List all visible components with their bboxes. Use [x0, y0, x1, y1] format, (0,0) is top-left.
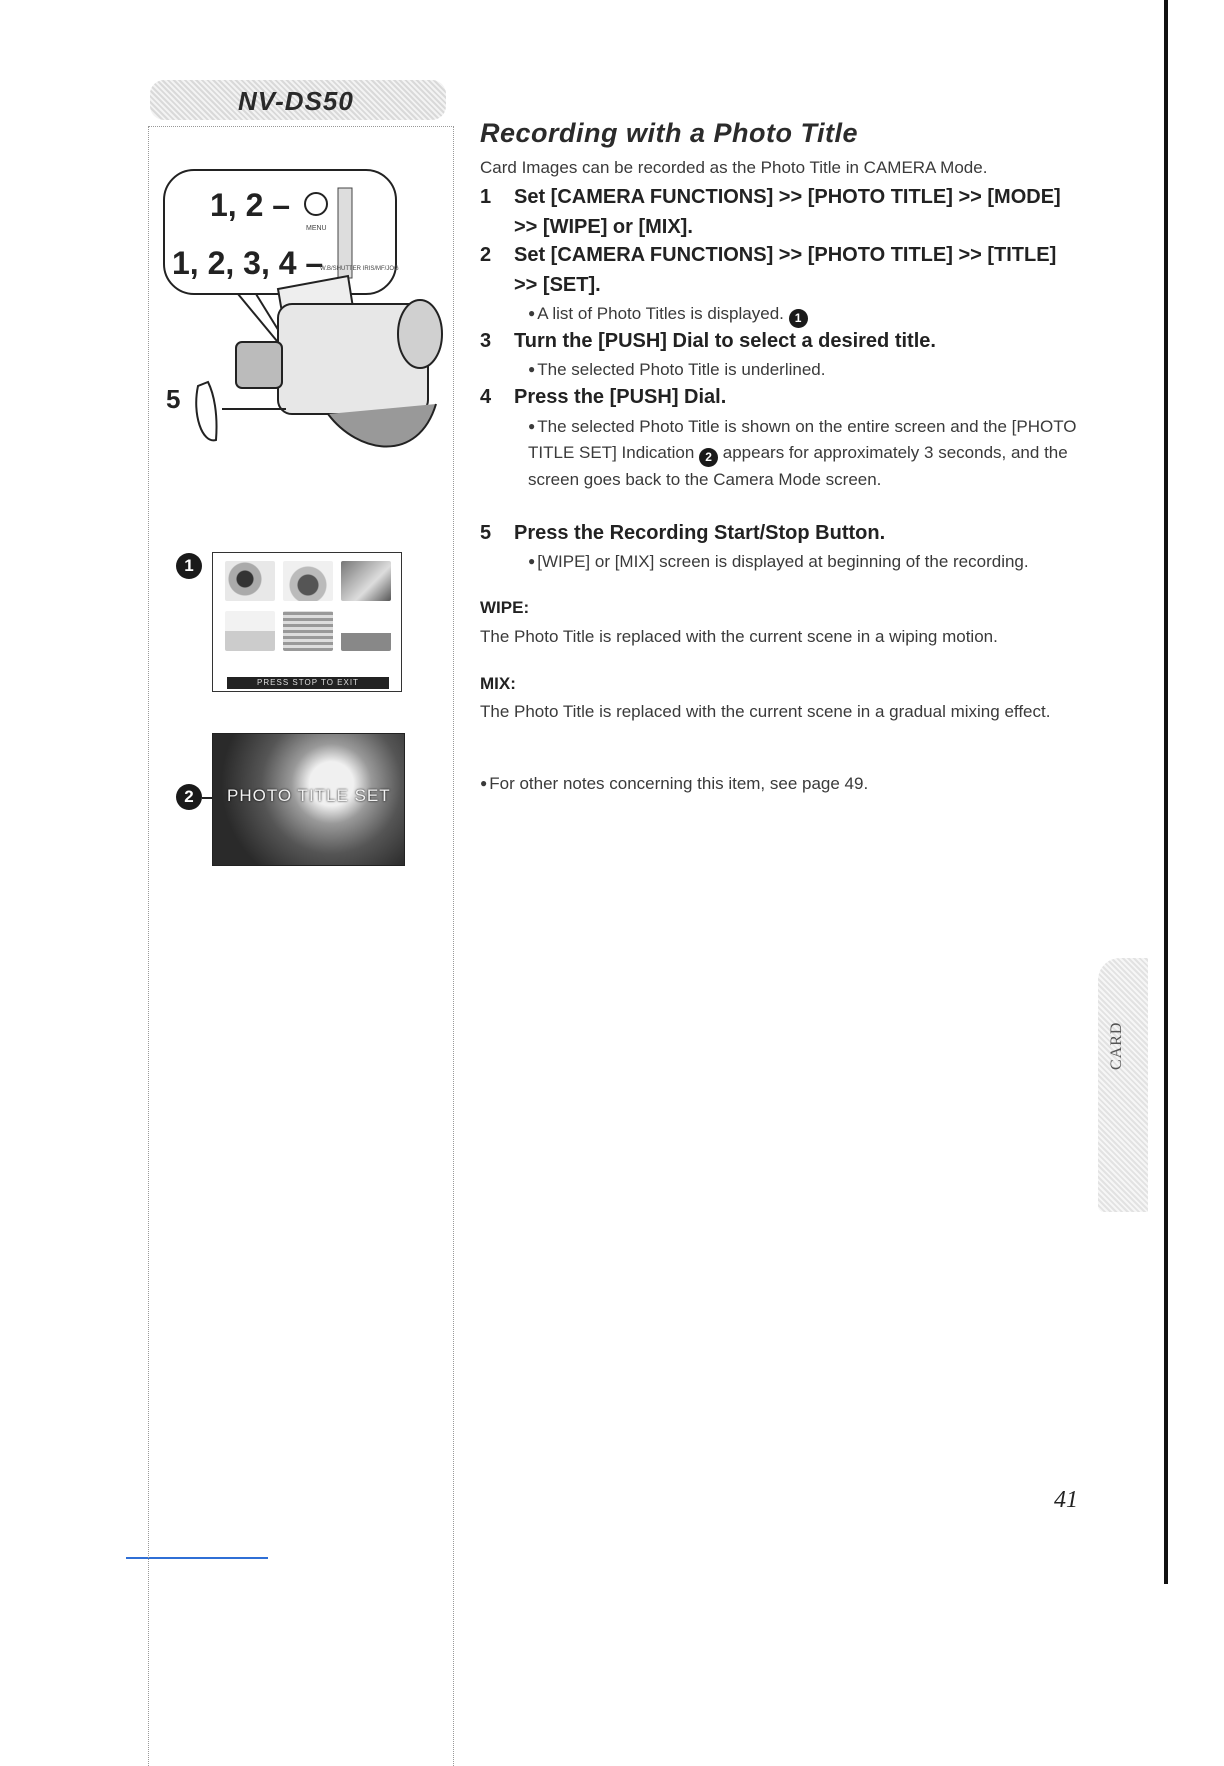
step-2-number: 2: [480, 244, 492, 266]
wipe-description: The Photo Title is replaced with the current scene in a wiping motion.: [480, 627, 998, 646]
bullet-icon: ●: [528, 306, 536, 320]
step-4-note: ● The selected Photo Title is shown on the entire screen and the [PHOTO TITLE SET] Indication 2 appears for approximately 3 seconds, and the screen goes back to the Camera Mode screen.: [528, 417, 1077, 489]
thumbnail-2: [283, 561, 333, 601]
bullet-icon: ●: [480, 776, 488, 790]
step-3-note: ● The selected Photo Title is underlined.: [528, 360, 826, 379]
page-edge-rule: [1164, 0, 1168, 1584]
step-5-number: 5: [480, 522, 492, 544]
intro-text: Card Images can be recorded as the Photo Title in CAMERA Mode.: [480, 158, 988, 177]
marker-1-inline-icon: 1: [789, 309, 808, 328]
bullet-icon: ●: [528, 554, 536, 568]
viewfinder-icon: [236, 342, 282, 388]
page-title: Recording with a Photo Title: [480, 118, 859, 148]
exit-prompt-bar: PRESS STOP TO EXIT: [227, 677, 389, 689]
step-5-text: Press the Recording Start/Stop Button.: [514, 522, 886, 544]
step-1-text: Set [CAMERA FUNCTIONS] >> [PHOTO TITLE] >> [MODE] >> [WIPE] or [MIX].: [514, 186, 1061, 238]
step-1-number: 1: [480, 186, 492, 208]
thumbnail-6: [341, 611, 391, 651]
label-step-5: 5: [166, 384, 181, 414]
label-steps-1-4: 1, 2, 3, 4 –: [172, 245, 324, 281]
photo-title-list-screen: [212, 552, 402, 692]
lens-icon: [398, 300, 442, 368]
wipe-heading: WIPE:: [480, 598, 530, 617]
record-button-icon: [196, 382, 216, 440]
thumbnail-4: [225, 611, 275, 651]
footnote: ● For other notes concerning this item, see page 49.: [480, 774, 869, 793]
step-4-number: 4: [480, 386, 492, 408]
page-number: 41: [1054, 1487, 1078, 1513]
section-tab-label: CARD: [1108, 1021, 1125, 1070]
thumbnail-5: [283, 611, 333, 651]
step-3-number: 3: [480, 330, 492, 352]
step-4-text: Press the [PUSH] Dial.: [514, 386, 727, 408]
bullet-icon: ●: [528, 419, 536, 433]
control-strip-icon: [338, 188, 352, 278]
bullet-icon: ●: [528, 362, 536, 376]
step-3-text: Turn the [PUSH] Dial to select a desired title.: [514, 330, 936, 352]
photo-title-set-indication: PHOTO TITLE SET: [227, 786, 391, 805]
mix-heading: MIX:: [480, 674, 516, 693]
step-2-text: Set [CAMERA FUNCTIONS] >> [PHOTO TITLE] >> [TITLE] >> [SET].: [514, 244, 1057, 296]
mix-description: The Photo Title is replaced with the current scene in a gradual mixing effect.: [480, 702, 1051, 721]
marker-1-icon: 1: [176, 553, 202, 579]
wb-shutter-label: W.B/SHUTTER IRIS/MF/JOG: [320, 266, 399, 272]
camcorder-illustration: [158, 164, 450, 494]
thumbnail-1: [225, 561, 275, 601]
menu-label: MENU: [306, 225, 327, 232]
thumbnail-3: [341, 561, 391, 601]
step-5-note: ● [WIPE] or [MIX] screen is displayed at beginning of the recording.: [528, 552, 1029, 571]
section-tab: [1098, 958, 1148, 1212]
marker-2-inline-icon: 2: [699, 448, 718, 467]
model-name: NV-DS50: [238, 86, 354, 116]
label-steps-1-2: 1, 2 –: [210, 187, 291, 223]
step-2-note: ● A list of Photo Titles is displayed. 1: [528, 300, 1078, 328]
marker-2-icon: 2: [176, 784, 202, 810]
photo-title-set-screen: [212, 733, 405, 866]
